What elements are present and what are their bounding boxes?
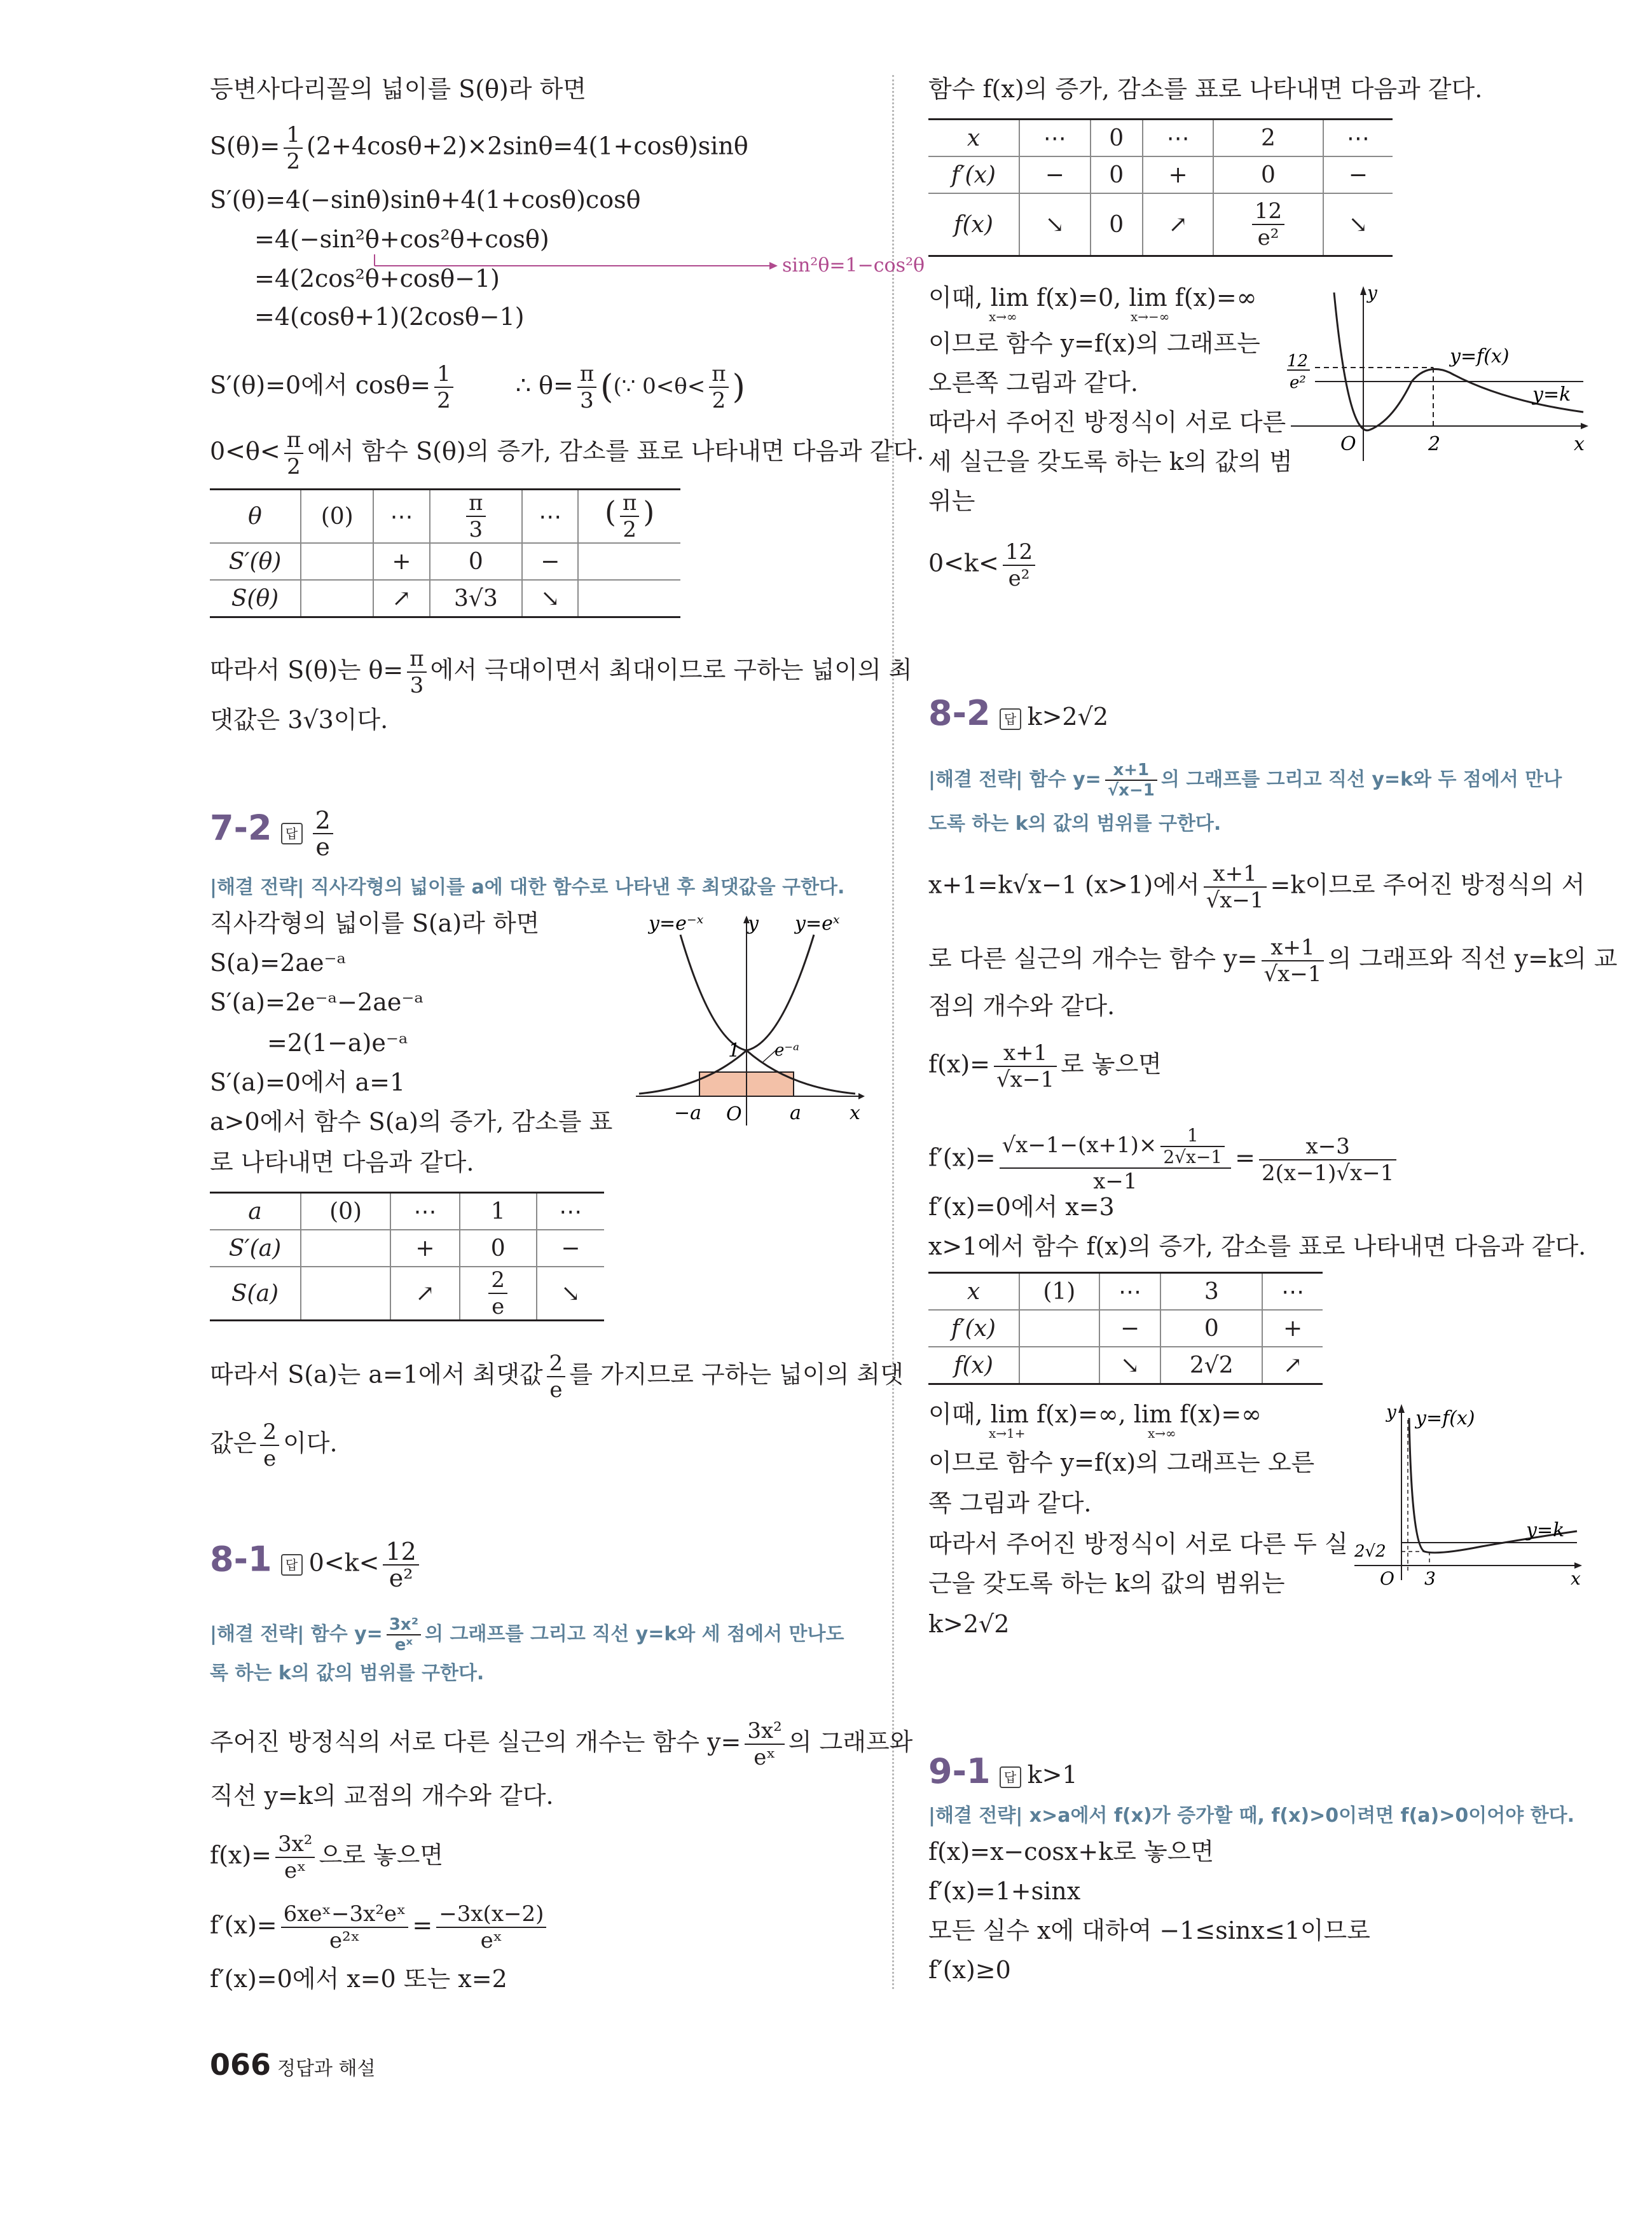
label-y: y	[748, 912, 759, 935]
p72-conclusion-2: 값은 $\frac{2}{e}$ 이다.	[210, 1419, 338, 1471]
p82-line-7: x>1에서 함수 f(x)의 증가, 감소를 표로 나타내면 다음과 같다.	[928, 1232, 1587, 1260]
table-row: S(a) ↗ $\frac{2}{e}$ ↘	[210, 1267, 604, 1321]
table-row: f′(x) − 0 +	[928, 1310, 1323, 1347]
table-s-a	[210, 1192, 604, 1321]
label-fx: y=f(x)	[1415, 1407, 1475, 1429]
table-row: θ (0) ⋯ $\frac{\pi}{3}$ ⋯ ( $\frac{\pi}{2}$ )	[210, 490, 680, 544]
p81-line-5: f′(x)=0에서 x=0 또는 x=2	[210, 1965, 507, 1993]
lim-sub-1: x→1+	[989, 1426, 1026, 1441]
p91-line-4: f′(x)≥0	[928, 1956, 1011, 1984]
p72-line-7: 로 나타내면 다음과 같다.	[210, 1148, 474, 1176]
answer-mark-icon: 답	[281, 823, 303, 844]
p81-line-4: f′(x)= $\frac{\text{6xeˣ−3x²eˣ}}{\text{e²ˣ}}$ = $\frac{-3x(x-2)}{\text{eˣ}}$	[210, 1901, 550, 1953]
half-fraction: $\frac{1}{2}$	[284, 122, 303, 174]
label-yk: y=k	[1532, 383, 1571, 406]
p82-line-10: 쪽 그림과 같다.	[928, 1489, 1092, 1517]
table-row: f′(x) − 0 + 0 −	[928, 156, 1393, 193]
p82-line-4: f(x)= $\frac{x+1}{√x-1}$ 로 놓으면	[928, 1040, 1162, 1092]
column-divider	[892, 75, 894, 1989]
lim-sub-1: x→∞	[989, 309, 1017, 324]
label-one: 1	[728, 1040, 741, 1062]
answer-mark-icon: 답	[281, 1554, 303, 1576]
label-e2: e²	[1290, 373, 1306, 392]
label-neg-a: −a	[674, 1102, 702, 1124]
derivative-line-4: =4(cosθ+1)(2cosθ−1)	[254, 303, 525, 331]
footer-label: 정답과 해설	[277, 2058, 376, 2080]
p91-line-1: f(x)=x−cosx+k로 놓으면	[928, 1838, 1215, 1866]
label-x: x	[1574, 433, 1585, 455]
p81-cont-line-4: 따라서 주어진 방정식이 서로 다른	[928, 408, 1286, 436]
p81-line-3: f(x)= $\frac{\text{3x²}}{\text{eˣ}}$ 으로 놓으면	[210, 1831, 444, 1883]
conclusion-line-1: 따라서 S(θ)는 θ= $\frac{\pi}{3}$ 에서 극대이면서 최대이므로 구하는 넓이의 최	[210, 646, 912, 698]
p81-lim-line: 이때, lim f(x)=0, lim f(x)=∞	[928, 284, 1257, 312]
s-theta-line	[210, 122, 748, 174]
p72-line-5: S′(a)=0에서 a=1	[210, 1068, 406, 1096]
range-line: 0<θ< $\frac{\pi}{2}$ 에서 함수 S(θ)의 증가, 감소를 표로 나타내면 다음과 같다.	[210, 427, 925, 479]
table-row: a (0) ⋯ 1 ⋯	[210, 1193, 604, 1230]
table-row: S(θ) ↗ 3√3 ↘	[210, 580, 680, 617]
p72-conclusion-1: 따라서 S(a)는 a=1에서 최댓값 $\frac{2}{e}$ 를 가지므로 구하는 넓이의 최댓	[210, 1351, 904, 1403]
p72-line-2: S(a)=2ae⁻ᵃ	[210, 949, 347, 977]
table-f-8-2	[928, 1272, 1323, 1385]
problem-9-1-header: 9-1 답 k>1	[928, 1751, 1078, 1791]
table-row: f(x) ↘ 2√2 ↗	[928, 1347, 1323, 1384]
label-yk: y=k	[1526, 1519, 1565, 1541]
lim-sub-2: x→∞	[1148, 1426, 1176, 1441]
p81-line-1: 주어진 방정식의 서로 다른 실근의 개수는 함수 y= $\frac{\text{3x²}}{\text{eˣ}}$ 의 그래프와	[210, 1718, 913, 1770]
label-origin: O	[1340, 433, 1356, 455]
p81-line-2: 직선 y=k의 교점의 개수와 같다.	[210, 1782, 554, 1810]
p82-line-13: k>2√2	[928, 1610, 1010, 1638]
p81-cont-line-7: 0<k< $\frac{12}{\text{e²}}$	[928, 539, 1039, 591]
conclusion-line-2: 댓값은 3√3이다.	[210, 706, 389, 734]
identity-note: sin²θ=1−cos²θ	[782, 254, 925, 277]
p91-line-2: f′(x)=1+sinx	[928, 1877, 1081, 1905]
problem-7-2-header: 7-2 답 $\frac{2}{e}$	[210, 808, 337, 860]
strategy-8-1: |해결 전략| 함수 y= $\frac{\text{3x²}}{\text{eˣ}}$ 의 그래프를 그리고 직선 y=k와 세 점에서 만나도	[210, 1615, 844, 1655]
page-footer	[210, 2048, 375, 2082]
strategy-9-1: |해결 전략| x>a에서 f(x)가 증가할 때, f(x)>0이려면 f(a)>0이어야 한다.	[928, 1805, 1575, 1827]
label-a: a	[790, 1102, 801, 1124]
p72-line-1: 직사각형의 넓이를 S(a)라 하면	[210, 909, 540, 937]
p72-line-3: S′(a)=2e⁻ᵃ−2ae⁻ᵃ	[210, 988, 424, 1016]
p82-line-9: 이므로 함수 y=f(x)의 그래프는 오른	[928, 1449, 1315, 1476]
lim-sub-2: x→−∞	[1131, 309, 1170, 324]
label-e-neg-a: e⁻ᵃ	[774, 1041, 799, 1060]
p72-line-4: =2(1−a)e⁻ᵃ	[267, 1029, 408, 1057]
strategy-7-2: |해결 전략| 직사각형의 넓이를 a에 대한 함수로 나타낸 후 최댓값을 구한다.	[210, 876, 845, 898]
p72-line-6: a>0에서 함수 S(a)의 증가, 감소를 표	[210, 1108, 613, 1136]
table-row: x (1) ⋯ 3 ⋯	[928, 1273, 1323, 1311]
p91-line-3: 모든 실수 x에 대하여 −1≤sinx≤1이므로	[928, 1917, 1370, 1944]
curve-e-neg-x	[680, 935, 855, 1094]
p82-line-5: f′(x)= √x−1−(x+1)× $\frac{1}{2√x-1}$ x−1 = $\frac{x-3}{2(x-1)√x-1}$	[928, 1125, 1400, 1194]
answer-mark-icon: 답	[1000, 708, 1021, 730]
p81-cont-intro: 함수 f(x)의 증가, 감소를 표로 나타내면 다음과 같다.	[928, 75, 1483, 103]
p82-line-1: x+1=k√x−1 (x>1)에서 $\frac{x+1}{√x-1}$ =k이므로 주어진 방정식의 서	[928, 861, 1585, 913]
p81-cont-line-3: 오른쪽 그림과 같다.	[928, 369, 1138, 397]
p81-cont-line-5: 세 실근을 갖도록 하는 k의 값의 범	[928, 448, 1293, 476]
curve-e-x	[639, 935, 814, 1094]
p81-cont-line-6: 위는	[928, 487, 975, 515]
p82-lim-line: 이때, lim f(x)=∞, lim f(x)=∞	[928, 1400, 1262, 1428]
answer-mark-icon: 답	[1000, 1766, 1021, 1788]
table-row: f(x) ↘ 0 ↗ $\frac{12}{\text{e²}}$ ↘	[928, 193, 1393, 256]
s-theta-lhs: S(θ)=	[210, 132, 280, 160]
table-row: S′(θ) + 0 −	[210, 543, 680, 580]
label-3: 3	[1424, 1568, 1436, 1589]
intro-line: 등변사다리꼴의 넓이를 S(θ)라 하면	[210, 75, 587, 103]
p82-line-6: f′(x)=0에서 x=3	[928, 1193, 1115, 1221]
strategy-8-2: |해결 전략| 함수 y= $\frac{x+1}{√x-1}$ 의 그래프를 그리고 직선 y=k와 두 점에서 만나	[928, 761, 1562, 800]
graph-8-1	[1284, 280, 1590, 464]
table-f-8-1	[928, 118, 1393, 257]
table-row: x ⋯ 0 ⋯ 2 ⋯	[928, 120, 1393, 157]
graph-8-2	[1354, 1399, 1583, 1590]
label-2root2: 2√2	[1354, 1542, 1386, 1561]
label-x: x	[1571, 1568, 1581, 1589]
label-2: 2	[1428, 433, 1441, 455]
derivative-line-2: =4(−sin²θ+cos²θ+cosθ)	[254, 225, 549, 253]
p82-line-2: 로 다른 실근의 개수는 함수 y= $\frac{x+1}{√x-1}$ 의 그래프와 직선 y=k의 교	[928, 935, 1618, 987]
table-row: S′(a) + 0 −	[210, 1230, 604, 1267]
label-y: y	[1367, 282, 1377, 303]
p82-line-12: 근을 갖도록 하는 k의 값의 범위는	[928, 1569, 1285, 1597]
label-origin: O	[1380, 1568, 1394, 1589]
problem-8-1-header: 8-1 답 0<k< $\frac{12}{\text{e²}}$	[210, 1539, 423, 1591]
label-12: 12	[1287, 352, 1309, 371]
label-y: y	[1386, 1401, 1396, 1422]
critical-point-line: S′(θ)=0에서 cosθ= $\frac{1}{2}$ ∴ θ= $\frac{\pi}{3}$ ((∵ 0<θ< $\frac{\pi}{2}$ )	[210, 361, 745, 413]
problem-8-2-header: 8-2 답 k>2√2	[928, 693, 1108, 733]
strategy-8-2-cont: 도록 하는 k의 값의 범위를 구한다.	[928, 813, 1222, 835]
label-origin: O	[726, 1103, 742, 1125]
derivative-line-3: =4(2cos²θ+cosθ−1)	[254, 265, 500, 293]
p81-cont-line-2: 이므로 함수 y=f(x)의 그래프는	[928, 329, 1260, 357]
label-e-x: y=eˣ	[795, 912, 840, 935]
s-theta-rhs: (2+4cosθ+2)×2sinθ=4(1+cosθ)sinθ	[306, 132, 748, 160]
label-e-neg-x: y=e⁻ˣ	[649, 912, 704, 935]
label-x: x	[850, 1102, 860, 1124]
derivative-line-1: S′(θ)=4(−sinθ)sinθ+4(1+cosθ)cosθ	[210, 186, 641, 214]
p82-line-11: 따라서 주어진 방정식이 서로 다른 두 실	[928, 1530, 1348, 1558]
p82-line-3: 점의 개수와 같다.	[928, 992, 1115, 1020]
page-number: 066	[210, 2048, 272, 2082]
strategy-8-1-cont: 록 하는 k의 값의 범위를 구한다.	[210, 1662, 485, 1684]
exp-graph	[636, 909, 865, 1125]
table-s-theta	[210, 488, 680, 618]
label-fx: y=f(x)	[1450, 345, 1510, 368]
